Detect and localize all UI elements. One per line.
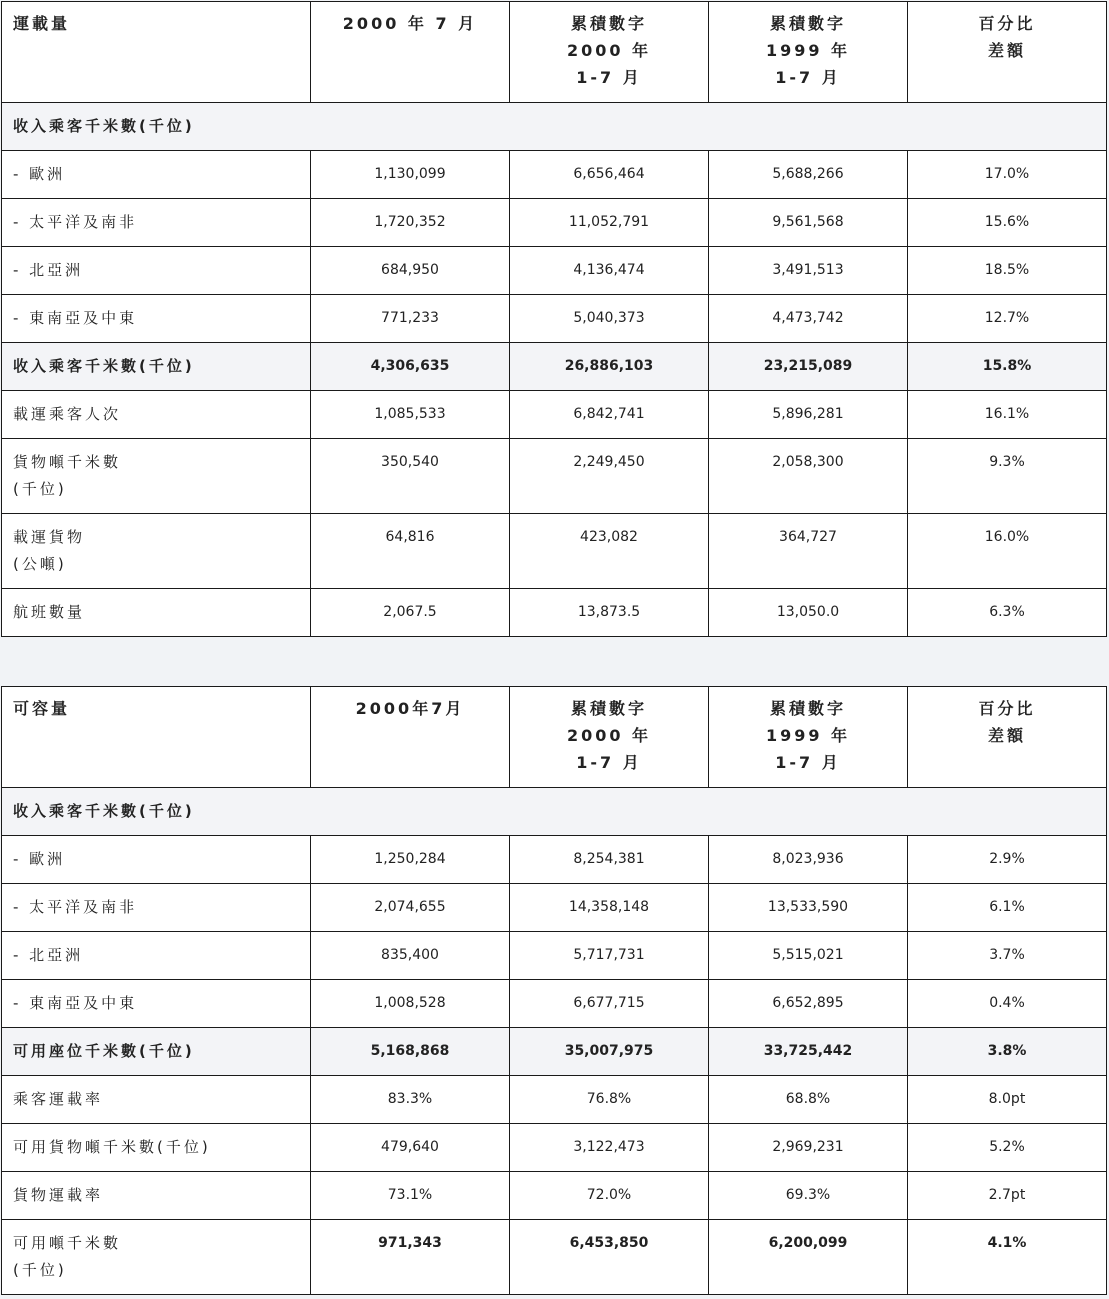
value-cell: 835,400 <box>311 932 510 980</box>
value-cell: 3,122,473 <box>510 1124 709 1172</box>
header-cell-month: 2000年7月 <box>311 687 510 788</box>
row-label: 航班數量 <box>2 589 311 637</box>
header-cell-percent-change: 百分比 差額 <box>908 2 1107 103</box>
value-cell: 1,008,528 <box>311 980 510 1028</box>
value-cell: 6,453,850 <box>510 1220 709 1295</box>
value-cell: 76.8% <box>510 1076 709 1124</box>
value-cell: 3.7% <box>908 932 1107 980</box>
row-label: 貨物噸千米數 (千位) <box>2 439 311 514</box>
value-cell: 6.1% <box>908 884 1107 932</box>
table-row-total <box>2 1220 1107 1295</box>
row-label: 載運乘客人次 <box>2 391 311 439</box>
section-label: 收入乘客千米數(千位) <box>2 103 1107 151</box>
value-cell: 971,343 <box>311 1220 510 1295</box>
value-cell: 4.1% <box>908 1220 1107 1295</box>
value-cell: 16.1% <box>908 391 1107 439</box>
table-row <box>2 836 1107 884</box>
row-label: 乘客運載率 <box>2 1076 311 1124</box>
header-cell-label: 運載量 <box>2 2 311 103</box>
value-cell: 5,040,373 <box>510 295 709 343</box>
value-cell: 73.1% <box>311 1172 510 1220</box>
table-row <box>2 980 1107 1028</box>
value-cell: 69.3% <box>709 1172 908 1220</box>
value-cell: 33,725,442 <box>709 1028 908 1076</box>
value-cell: 13,533,590 <box>709 884 908 932</box>
value-cell: 423,082 <box>510 514 709 589</box>
value-cell: 684,950 <box>311 247 510 295</box>
value-cell: 4,473,742 <box>709 295 908 343</box>
value-cell: 12.7% <box>908 295 1107 343</box>
row-label: - 北亞洲 <box>2 932 311 980</box>
value-cell: 364,727 <box>709 514 908 589</box>
value-cell: 8,023,936 <box>709 836 908 884</box>
table-row <box>2 247 1107 295</box>
row-label: - 太平洋及南非 <box>2 199 311 247</box>
value-cell: 5,717,731 <box>510 932 709 980</box>
table-header-row <box>2 687 1107 788</box>
value-cell: 18.5% <box>908 247 1107 295</box>
value-cell: 479,640 <box>311 1124 510 1172</box>
table-header-row <box>2 2 1107 103</box>
value-cell: 16.0% <box>908 514 1107 589</box>
table-row <box>2 1124 1107 1172</box>
table-row <box>2 1076 1107 1124</box>
header-cell-month: 2000 年 7 月 <box>311 2 510 103</box>
value-cell: 5.2% <box>908 1124 1107 1172</box>
value-cell: 9.3% <box>908 439 1107 514</box>
table-row <box>2 295 1107 343</box>
value-cell: 771,233 <box>311 295 510 343</box>
value-cell: 83.3% <box>311 1076 510 1124</box>
value-cell: 350,540 <box>311 439 510 514</box>
value-cell: 6,656,464 <box>510 151 709 199</box>
value-cell: 9,561,568 <box>709 199 908 247</box>
row-label: 貨物運載率 <box>2 1172 311 1220</box>
row-label: - 歐洲 <box>2 151 311 199</box>
value-cell: 2,074,655 <box>311 884 510 932</box>
value-cell: 8,254,381 <box>510 836 709 884</box>
value-cell: 3.8% <box>908 1028 1107 1076</box>
row-label: 可用貨物噸千米數(千位) <box>2 1124 311 1172</box>
value-cell: 6,200,099 <box>709 1220 908 1295</box>
value-cell: 3,491,513 <box>709 247 908 295</box>
value-cell: 4,136,474 <box>510 247 709 295</box>
header-cell-cumulative-1999: 累積數字 1999 年 1-7 月 <box>709 687 908 788</box>
value-cell: 8.0pt <box>908 1076 1107 1124</box>
value-cell: 2,067.5 <box>311 589 510 637</box>
row-label: 載運貨物 (公噸) <box>2 514 311 589</box>
table-row <box>2 589 1107 637</box>
header-cell-label: 可容量 <box>2 687 311 788</box>
table-row <box>2 199 1107 247</box>
table-row <box>2 439 1107 514</box>
value-cell: 13,050.0 <box>709 589 908 637</box>
value-cell: 1,250,284 <box>311 836 510 884</box>
value-cell: 2,969,231 <box>709 1124 908 1172</box>
row-label: - 東南亞及中東 <box>2 295 311 343</box>
header-cell-cumulative-2000: 累積數字 2000 年 1-7 月 <box>510 2 709 103</box>
section-row <box>2 103 1107 151</box>
value-cell: 2,058,300 <box>709 439 908 514</box>
value-cell: 15.6% <box>908 199 1107 247</box>
row-label: 收入乘客千米數(千位) <box>2 343 311 391</box>
table-row <box>2 932 1107 980</box>
value-cell: 6,677,715 <box>510 980 709 1028</box>
value-cell: 0.4% <box>908 980 1107 1028</box>
row-label: 可用座位千米數(千位) <box>2 1028 311 1076</box>
value-cell: 35,007,975 <box>510 1028 709 1076</box>
value-cell: 15.8% <box>908 343 1107 391</box>
value-cell: 1,085,533 <box>311 391 510 439</box>
value-cell: 6,652,895 <box>709 980 908 1028</box>
section-label: 收入乘客千米數(千位) <box>2 788 1107 836</box>
table-row <box>2 514 1107 589</box>
header-cell-cumulative-1999: 累積數字 1999 年 1-7 月 <box>709 2 908 103</box>
value-cell: 2.7pt <box>908 1172 1107 1220</box>
value-cell: 6.3% <box>908 589 1107 637</box>
table-row-total <box>2 343 1107 391</box>
value-cell: 1,130,099 <box>311 151 510 199</box>
value-cell: 11,052,791 <box>510 199 709 247</box>
section-row <box>2 788 1107 836</box>
value-cell: 14,358,148 <box>510 884 709 932</box>
value-cell: 23,215,089 <box>709 343 908 391</box>
row-label: - 歐洲 <box>2 836 311 884</box>
row-label: 可用噸千米數 (千位) <box>2 1220 311 1295</box>
table-row <box>2 1172 1107 1220</box>
value-cell: 64,816 <box>311 514 510 589</box>
row-label: - 太平洋及南非 <box>2 884 311 932</box>
table-row <box>2 151 1107 199</box>
value-cell: 5,168,868 <box>311 1028 510 1076</box>
row-label: - 東南亞及中東 <box>2 980 311 1028</box>
value-cell: 5,515,021 <box>709 932 908 980</box>
table-row <box>2 884 1107 932</box>
value-cell: 1,720,352 <box>311 199 510 247</box>
value-cell: 72.0% <box>510 1172 709 1220</box>
table-row <box>2 391 1107 439</box>
table-row-total <box>2 1028 1107 1076</box>
value-cell: 68.8% <box>709 1076 908 1124</box>
capacity-table <box>1 686 1107 1295</box>
header-cell-cumulative-2000: 累積數字 2000 年 1-7 月 <box>510 687 709 788</box>
value-cell: 13,873.5 <box>510 589 709 637</box>
value-cell: 5,896,281 <box>709 391 908 439</box>
value-cell: 5,688,266 <box>709 151 908 199</box>
value-cell: 4,306,635 <box>311 343 510 391</box>
value-cell: 26,886,103 <box>510 343 709 391</box>
value-cell: 2.9% <box>908 836 1107 884</box>
value-cell: 6,842,741 <box>510 391 709 439</box>
traffic-table <box>1 1 1107 637</box>
value-cell: 17.0% <box>908 151 1107 199</box>
row-label: - 北亞洲 <box>2 247 311 295</box>
value-cell: 2,249,450 <box>510 439 709 514</box>
header-cell-percent-change: 百分比 差額 <box>908 687 1107 788</box>
